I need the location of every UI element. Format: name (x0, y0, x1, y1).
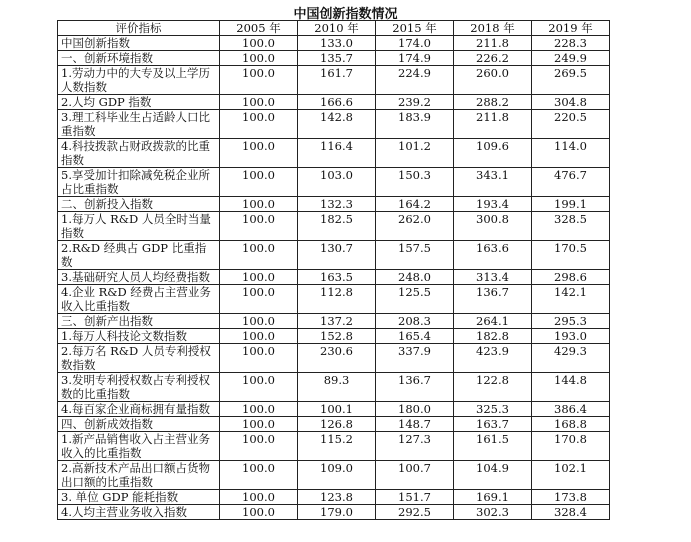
table-row (58, 490, 610, 505)
value-cell: 163.5 (298, 270, 376, 285)
value-cell: 116.4 (298, 139, 376, 168)
table-row (58, 505, 610, 520)
table-row (58, 212, 610, 241)
value-cell: 126.8 (298, 417, 376, 432)
value-cell: 386.4 (532, 402, 610, 417)
value-cell: 211.8 (454, 110, 532, 139)
value-cell: 152.8 (298, 329, 376, 344)
value-cell: 100.0 (220, 314, 298, 329)
value-cell: 174.9 (376, 51, 454, 66)
value-cell: 264.1 (454, 314, 532, 329)
value-cell: 100.0 (220, 168, 298, 197)
row-label: 1.新产品销售收入占主营业务收入的比重指数 (58, 432, 220, 461)
value-cell: 173.8 (532, 490, 610, 505)
value-cell: 313.4 (454, 270, 532, 285)
value-cell: 328.4 (532, 505, 610, 520)
table-row (58, 110, 610, 139)
table-header-row (58, 21, 610, 36)
value-cell: 295.3 (532, 314, 610, 329)
row-label: 5.享受加计扣除减免税企业所占比重指数 (58, 168, 220, 197)
row-label: 2.R&D 经典占 GDP 比重指数 (58, 241, 220, 270)
table-row (58, 373, 610, 402)
value-cell: 226.2 (454, 51, 532, 66)
value-cell: 144.8 (532, 373, 610, 402)
value-cell: 199.1 (532, 197, 610, 212)
value-cell: 100.0 (220, 95, 298, 110)
row-label: 3.基础研究人员人均经费指数 (58, 270, 220, 285)
value-cell: 133.0 (298, 36, 376, 51)
value-cell: 100.0 (220, 432, 298, 461)
value-cell: 114.0 (532, 139, 610, 168)
value-cell: 292.5 (376, 505, 454, 520)
value-cell: 136.7 (376, 373, 454, 402)
value-cell: 230.6 (298, 344, 376, 373)
value-cell: 169.1 (454, 490, 532, 505)
row-label: 3.发明专利授权数占专利授权数的比重指数 (58, 373, 220, 402)
value-cell: 262.0 (376, 212, 454, 241)
value-cell: 100.0 (220, 66, 298, 95)
value-cell: 165.4 (376, 329, 454, 344)
table-row (58, 241, 610, 270)
table-row (58, 402, 610, 417)
value-cell: 337.9 (376, 344, 454, 373)
value-cell: 302.3 (454, 505, 532, 520)
value-cell: 100.0 (220, 36, 298, 51)
value-cell: 100.0 (220, 285, 298, 314)
value-cell: 135.7 (298, 51, 376, 66)
value-cell: 193.0 (532, 329, 610, 344)
value-cell: 180.0 (376, 402, 454, 417)
row-label: 2.人均 GDP 指数 (58, 95, 220, 110)
value-cell: 476.7 (532, 168, 610, 197)
value-cell: 182.8 (454, 329, 532, 344)
value-cell: 100.0 (220, 270, 298, 285)
value-cell: 288.2 (454, 95, 532, 110)
row-label: 2.每万名 R&D 人员专利授权数指数 (58, 344, 220, 373)
value-cell: 269.5 (532, 66, 610, 95)
table-row (58, 285, 610, 314)
value-cell: 224.9 (376, 66, 454, 95)
value-cell: 100.0 (220, 461, 298, 490)
value-cell: 115.2 (298, 432, 376, 461)
row-label: 中国创新指数 (58, 36, 220, 51)
value-cell: 112.8 (298, 285, 376, 314)
value-cell: 100.0 (220, 212, 298, 241)
row-label: 三、创新产出指数 (58, 314, 220, 329)
value-cell: 151.7 (376, 490, 454, 505)
value-cell: 142.8 (298, 110, 376, 139)
row-label: 1.劳动力中的大专及以上学历人数指数 (58, 66, 220, 95)
value-cell: 132.3 (298, 197, 376, 212)
value-cell: 125.5 (376, 285, 454, 314)
table-row (58, 432, 610, 461)
table-row (58, 168, 610, 197)
table-row (58, 197, 610, 212)
value-cell: 100.0 (220, 505, 298, 520)
value-cell: 102.1 (532, 461, 610, 490)
value-cell: 304.8 (532, 95, 610, 110)
value-cell: 122.8 (454, 373, 532, 402)
value-cell: 211.8 (454, 36, 532, 51)
value-cell: 100.0 (220, 344, 298, 373)
value-cell: 298.6 (532, 270, 610, 285)
row-label: 3. 单位 GDP 能耗指数 (58, 490, 220, 505)
value-cell: 429.3 (532, 344, 610, 373)
value-cell: 142.1 (532, 285, 610, 314)
value-cell: 89.3 (298, 373, 376, 402)
value-cell: 100.0 (220, 241, 298, 270)
value-cell: 228.3 (532, 36, 610, 51)
value-cell: 220.5 (532, 110, 610, 139)
value-cell: 100.0 (220, 373, 298, 402)
table-row (58, 461, 610, 490)
value-cell: 148.7 (376, 417, 454, 432)
table-row (58, 66, 610, 95)
table-row (58, 314, 610, 329)
row-label: 一、创新环境指数 (58, 51, 220, 66)
value-cell: 249.9 (532, 51, 610, 66)
value-cell: 104.9 (454, 461, 532, 490)
value-cell: 100.0 (220, 197, 298, 212)
value-cell: 179.0 (298, 505, 376, 520)
value-cell: 328.5 (532, 212, 610, 241)
value-cell: 183.9 (376, 110, 454, 139)
value-cell: 100.0 (220, 110, 298, 139)
column-header: 2019 年 (532, 21, 610, 36)
column-header: 2018 年 (454, 21, 532, 36)
column-header: 2005 年 (220, 21, 298, 36)
value-cell: 239.2 (376, 95, 454, 110)
column-header: 2010 年 (298, 21, 376, 36)
value-cell: 161.7 (298, 66, 376, 95)
table-row (58, 95, 610, 110)
value-cell: 150.3 (376, 168, 454, 197)
value-cell: 161.5 (454, 432, 532, 461)
value-cell: 100.0 (220, 417, 298, 432)
value-cell: 100.0 (220, 490, 298, 505)
table-row (58, 344, 610, 373)
value-cell: 101.2 (376, 139, 454, 168)
value-cell: 103.0 (298, 168, 376, 197)
row-label: 4.人均主营业务收入指数 (58, 505, 220, 520)
table-row (58, 270, 610, 285)
table-row (58, 417, 610, 432)
value-cell: 100.1 (298, 402, 376, 417)
value-cell: 343.1 (454, 168, 532, 197)
row-label: 4.每百家企业商标拥有量指数 (58, 402, 220, 417)
table-row (58, 51, 610, 66)
innovation-index-table (57, 20, 610, 520)
row-label: 1.每万人科技论文数指数 (58, 329, 220, 344)
row-label: 3.理工科毕业生占适龄人口比重指数 (58, 110, 220, 139)
value-cell: 137.2 (298, 314, 376, 329)
row-label: 1.每万人 R&D 人员全时当量指数 (58, 212, 220, 241)
value-cell: 136.7 (454, 285, 532, 314)
value-cell: 130.7 (298, 241, 376, 270)
row-label: 4.企业 R&D 经费占主营业务收入比重指数 (58, 285, 220, 314)
value-cell: 174.0 (376, 36, 454, 51)
value-cell: 168.8 (532, 417, 610, 432)
value-cell: 300.8 (454, 212, 532, 241)
value-cell: 100.0 (220, 402, 298, 417)
value-cell: 163.7 (454, 417, 532, 432)
value-cell: 100.0 (220, 139, 298, 168)
table-row (58, 329, 610, 344)
value-cell: 170.5 (532, 241, 610, 270)
value-cell: 260.0 (454, 66, 532, 95)
value-cell: 248.0 (376, 270, 454, 285)
page-title: 中国创新指数情况 (293, 7, 398, 22)
value-cell: 157.5 (376, 241, 454, 270)
value-cell: 325.3 (454, 402, 532, 417)
row-label: 四、创新成效指数 (58, 417, 220, 432)
value-cell: 170.8 (532, 432, 610, 461)
row-label: 4.科技拨款占财政拨款的比重指数 (58, 139, 220, 168)
value-cell: 109.6 (454, 139, 532, 168)
value-cell: 166.6 (298, 95, 376, 110)
value-cell: 100.7 (376, 461, 454, 490)
value-cell: 100.0 (220, 51, 298, 66)
value-cell: 182.5 (298, 212, 376, 241)
value-cell: 423.9 (454, 344, 532, 373)
table-row (58, 139, 610, 168)
value-cell: 208.3 (376, 314, 454, 329)
row-label: 二、创新投入指数 (58, 197, 220, 212)
value-cell: 193.4 (454, 197, 532, 212)
value-cell: 109.0 (298, 461, 376, 490)
value-cell: 163.6 (454, 241, 532, 270)
column-header: 2015 年 (376, 21, 454, 36)
value-cell: 127.3 (376, 432, 454, 461)
value-cell: 123.8 (298, 490, 376, 505)
column-header: 评价指标 (58, 21, 220, 36)
table-row (58, 36, 610, 51)
value-cell: 164.2 (376, 197, 454, 212)
row-label: 2.高新技术产品出口额占货物出口额的比重指数 (58, 461, 220, 490)
value-cell: 100.0 (220, 329, 298, 344)
